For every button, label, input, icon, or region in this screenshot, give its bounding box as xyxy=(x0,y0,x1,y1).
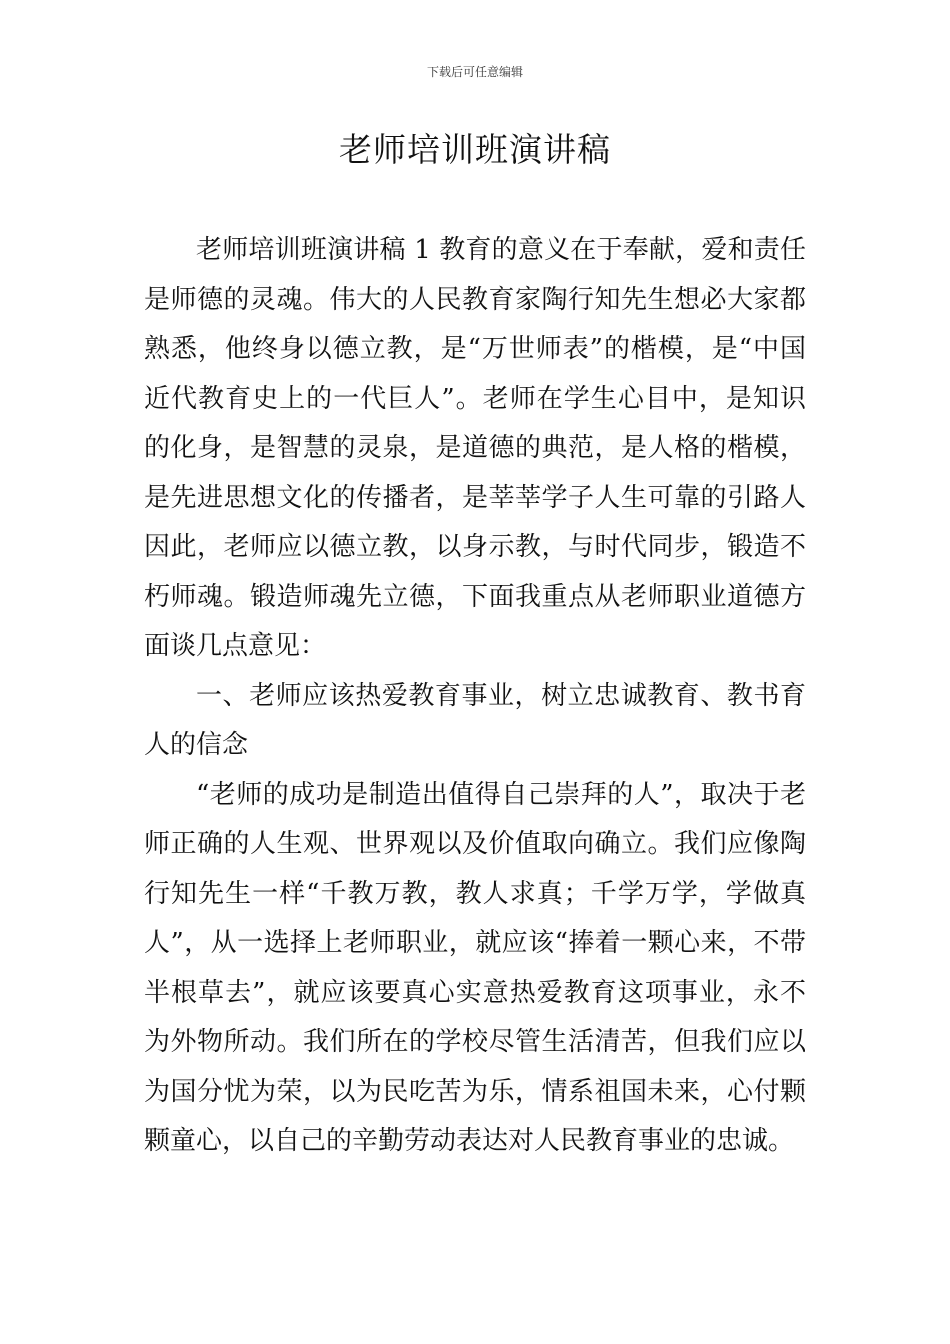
body-paragraph-section-heading: 一、老师应该热爱教育事业，树立忠诚教育、教书育人的信念 xyxy=(144,680,806,760)
document-body xyxy=(144,226,806,1167)
body-paragraph-loyalty: “老师的成功是制造出值得自己崇拜的人”，取决于老师正确的人生观、世界观以及价值取向确立。我们应像陶行知先生一样“千教万教，教人求真；千学万学，学做真人”，从一选择上老师职业，就应该“捧着一颗心来，不带半根草去”，就应该要真心实意热爱教育这项事业，永不为外物所动。我们所在的学校尽管生活清苦，但我们应以为国分忧为荣，以为民吃苦为乐，情系祖国未来，心付颗颗童心，以自己的辛勤劳动表达对人民教育事业的忠诚。 xyxy=(144,779,806,1156)
body-paragraph-intro: 老师培训班演讲稿 1 教育的意义在于奉献，爱和责任是师德的灵魂。伟大的人民教育家陶行知先生想必大家都熟悉，他终身以德立教，是“万世师表”的楷模，是“中国近代教育史上的一代巨人”。老师在学生心目中，是知识的化身，是智慧的灵泉，是道德的典范，是人格的楷模，是先进思想文化的传播者，是莘莘学子人生可靠的引路人因此，老师应以德立教，以身示教，与时代同步，锻造不朽师魂。锻造师魂先立德，下面我重点从老师职业道德方面谈几点意见： xyxy=(144,235,806,661)
page-header-note: 下载后可任意编辑 xyxy=(426,65,523,79)
document-title: 老师培训班演讲稿 xyxy=(339,130,611,169)
